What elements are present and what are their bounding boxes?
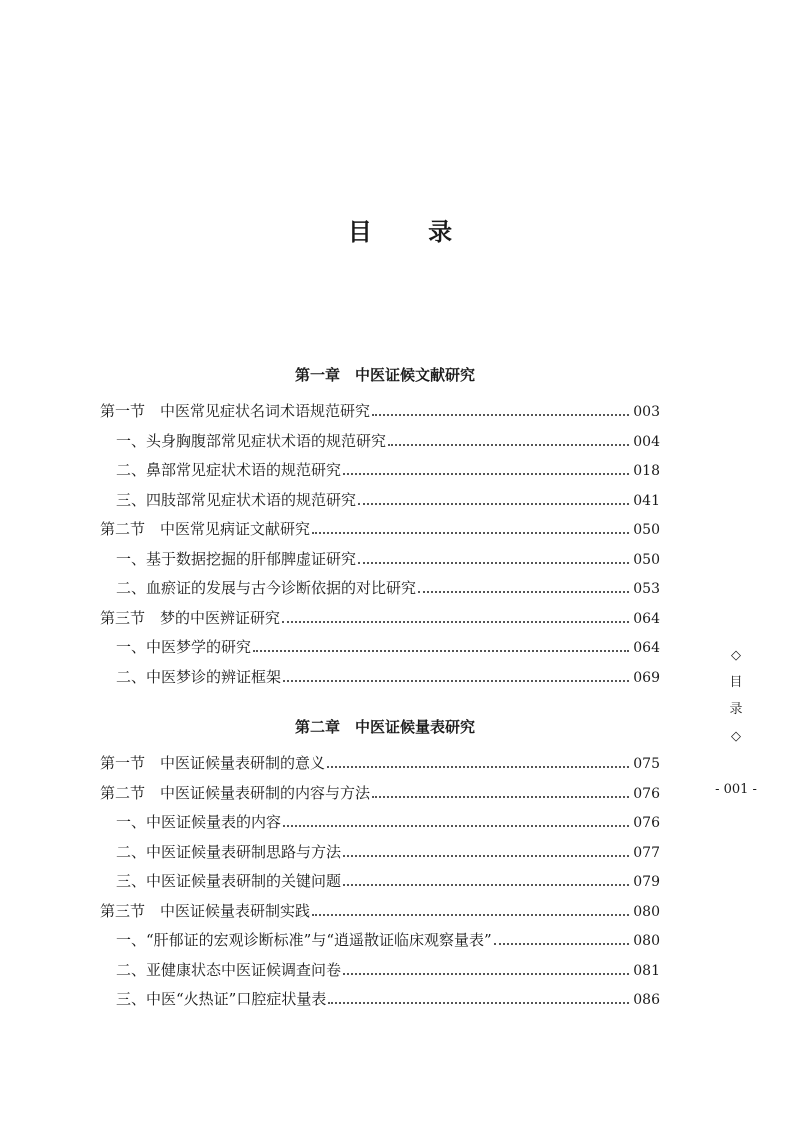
dot-leader	[282, 621, 629, 623]
toc-section-entry[interactable]	[100, 900, 660, 924]
toc-page-number: 079	[633, 874, 660, 890]
toc-entry-label: 三、中医证候量表研制的关键问题	[116, 872, 342, 890]
chapter-title: 第二章 中医证候量表研究	[294, 718, 475, 736]
toc-subsection-entry[interactable]	[116, 489, 660, 513]
toc-entry-label: 二、亚健康状态中医证候调查问卷	[116, 960, 342, 979]
dot-leader	[494, 943, 630, 945]
dot-leader	[327, 766, 629, 768]
dot-leader	[343, 973, 629, 975]
side-marker-char: 目	[729, 675, 743, 690]
chapter-title: 第一章 中医证候文献研究	[294, 366, 475, 384]
toc-page-number: 086	[633, 992, 660, 1008]
toc-entry-label: 一、中医证候量表的内容	[116, 813, 282, 831]
toc-entry-label: 一、中医梦学的研究	[116, 638, 252, 656]
toc-page-number: 077	[633, 844, 660, 861]
dot-leader	[283, 680, 629, 682]
toc-page-number: 075	[633, 756, 660, 772]
dot-leader	[253, 650, 629, 652]
toc-subsection-entry[interactable]	[116, 459, 660, 483]
toc-entry-label: 一、头身胸腹部常见症状术语的规范研究	[116, 431, 387, 450]
toc-section-entry[interactable]	[100, 752, 660, 776]
dot-leader	[418, 591, 629, 593]
dot-leader	[372, 796, 629, 798]
toc-subsection-entry[interactable]	[116, 929, 660, 953]
toc-subsection-entry[interactable]	[116, 959, 660, 983]
toc-subsection-entry[interactable]	[116, 577, 660, 601]
toc-page-number: 080	[633, 933, 660, 949]
side-marker-char: 录	[729, 702, 743, 717]
dot-leader	[283, 825, 629, 827]
toc-entry-label: 第二节 中医常见病证文献研究	[100, 520, 311, 538]
dot-leader	[358, 562, 629, 564]
page-title: 目 录	[347, 217, 477, 246]
dot-leader	[388, 444, 629, 446]
toc-entry-label: 二、鼻部常见症状术语的规范研究	[116, 461, 342, 479]
toc-subsection-entry[interactable]	[116, 988, 660, 1012]
toc-page-number: 081	[633, 962, 660, 979]
toc-entry-label: 第三节 梦的中医辨证研究	[100, 608, 281, 627]
diamond-icon: ◇	[731, 729, 741, 744]
toc-subsection-entry[interactable]	[116, 811, 660, 835]
toc-subsection-entry[interactable]	[116, 666, 660, 690]
toc-entry-label: 三、中医“火热证”口腔症状量表	[116, 990, 327, 1008]
toc-page-number: 003	[633, 404, 660, 420]
toc-page-number: 064	[633, 610, 660, 627]
toc-page-number: 041	[633, 492, 660, 509]
toc-page-number: 069	[633, 669, 660, 686]
side-marker	[716, 642, 756, 750]
toc-subsection-entry[interactable]	[116, 430, 660, 454]
toc-subsection-entry[interactable]	[116, 841, 660, 865]
toc-entry-label: 第一节 中医证候量表研制的意义	[100, 754, 326, 772]
toc-section-entry[interactable]	[100, 607, 660, 631]
dot-leader	[312, 532, 629, 534]
toc-subsection-entry[interactable]	[116, 870, 660, 894]
dot-leader	[372, 414, 629, 416]
toc-subsection-entry[interactable]	[116, 548, 660, 572]
toc-entry-label: 第二节 中医证候量表研制的内容与方法	[100, 783, 371, 802]
toc-entry-label: 一、“肝郁证的宏观诊断标准”与“逍遥散证临床观察量表”	[116, 931, 492, 949]
page-number: - 001 -	[715, 782, 757, 797]
dot-leader	[328, 1002, 629, 1004]
toc-entry-label: 二、中医梦诊的辨证框架	[116, 667, 282, 686]
toc-page-number: 080	[633, 903, 660, 920]
dot-leader	[358, 503, 629, 505]
toc-page-number: 004	[633, 433, 660, 450]
dot-leader	[312, 914, 629, 916]
toc-page-number: 050	[633, 551, 660, 568]
toc-section-entry[interactable]	[100, 782, 660, 806]
dot-leader	[343, 855, 629, 857]
toc-entry-label: 二、中医证候量表研制思路与方法	[116, 842, 342, 861]
toc-page-number: 053	[633, 581, 660, 597]
dot-leader	[343, 884, 629, 886]
toc-entry-label: 三、四肢部常见症状术语的规范研究	[116, 490, 357, 509]
toc-entry-label: 二、血瘀证的发展与古今诊断依据的对比研究	[116, 579, 417, 597]
toc-entry-label: 一、基于数据挖掘的肝郁脾虚证研究	[116, 549, 357, 568]
dot-leader	[343, 473, 629, 475]
toc-entry-label: 第三节 中医证候量表研制实践	[100, 901, 311, 920]
toc-section-entry[interactable]	[100, 400, 660, 424]
toc-section-entry[interactable]	[100, 518, 660, 542]
toc-page-number: 076	[633, 815, 660, 831]
toc-page-number: 018	[633, 463, 660, 479]
toc-page-number: 064	[633, 640, 660, 656]
toc-subsection-entry[interactable]	[116, 636, 660, 660]
toc-page-number: 050	[633, 522, 660, 538]
toc-page-number: 076	[633, 785, 660, 802]
toc-entry-label: 第一节 中医常见症状名词术语规范研究	[100, 402, 371, 420]
diamond-icon: ◇	[731, 648, 741, 663]
